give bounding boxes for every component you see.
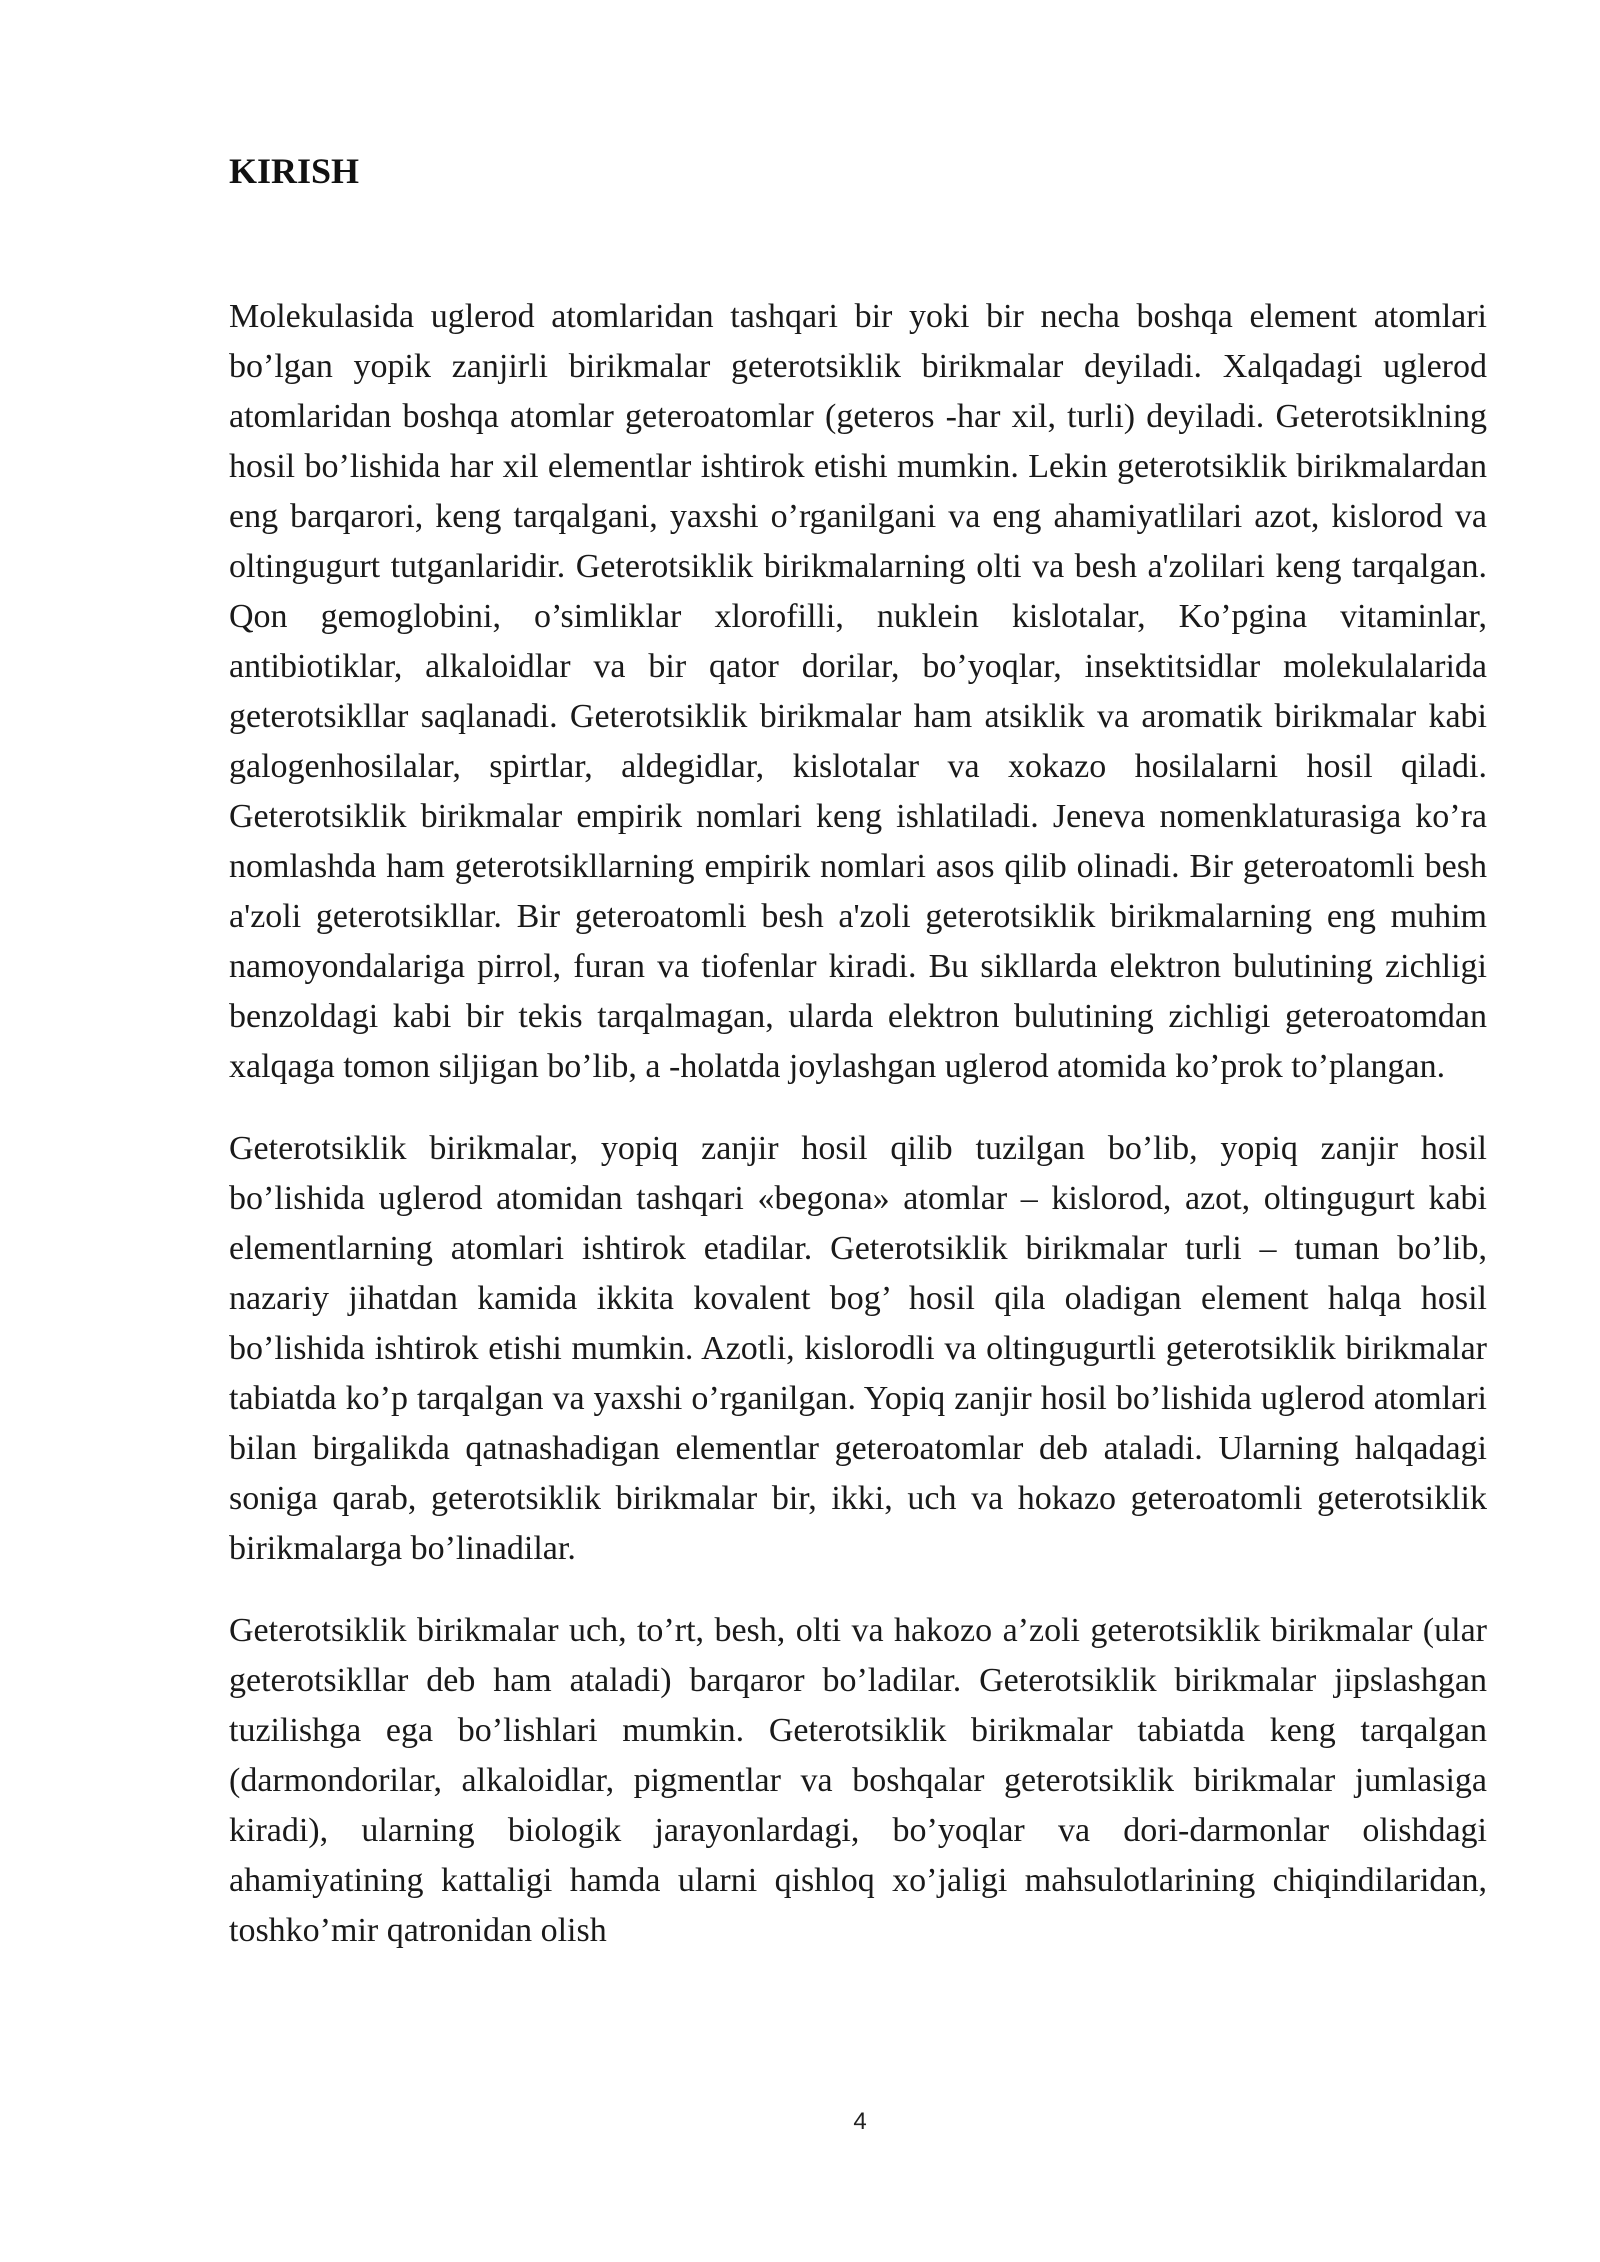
page-number: 4 [853, 2108, 867, 2135]
paragraph-1: Molekulasida uglerod atomlaridan tashqari bir yoki bir necha boshqa element atomlari bo’lgan yopik zanjirli birikmalar geterotsiklik birikmalar deyiladi. Xalqadagi uglerod atomlaridan boshqa atomlar geteroatomlar (geteros -har xil, turli) deyiladi. Geterotsiklning hosil bo’lishida har xil elementlar ishtirok etishi mumkin. Lekin geterotsiklik birikmalardan eng barqarori, keng tarqalgani, yaxshi o’rganilgani va eng ahamiyatlilari azot, kislorod va oltingugurt tutganlaridir. Geterotsiklik birikmalarning olti va besh a'zolilari keng tarqalgan. Qon gemoglobini, o’simliklar xlorofilli, nuklein kislotalar, Ko’pgina vitaminlar, antibiotiklar, alkaloidlar va bir qator dorilar, bo’yoqlar, insektitsidlar molekulalarida geterotsikllar saqlanadi. Geterotsiklik birikmalar ham atsiklik va aromatik birikmalar kabi galogenhosilalar, spirtlar, aldegidlar, kislotalar va xokazo hosilalarni hosil qiladi. Geterotsiklik birikmalar empirik nomlari keng ishlatiladi. Jeneva nomenklaturasiga ko’ra nomlashda ham geterotsikllarning empirik nomlari asos qilib olinadi. Bir geteroatomli besh a'zoli geterotsikllar. Bir geteroatomli besh a'zoli geterotsiklik birikmalarning eng muhim namoyondalariga pirrol, furan va tiofenlar kiradi. Bu sikllarda elektron bulutining zichligi benzoldagi kabi bir tekis tarqalmagan, ularda elektron bulutining zichligi geteroatomdan xalqaga tomon siljigan bo’lib, a -holatda joylashgan uglerod atomida ko’prok to’plangan. [229, 298, 1487, 1085]
paragraph-3: Geterotsiklik birikmalar uch, to’rt, besh, olti va hakozo a’zoli geterotsiklik birikmalar (ular geterotsikllar deb ham ataladi) barqaror bo’ladilar. Geterotsiklik birikmalar jipslashgan tuzilishga ega bo’lishlari mumkin. Geterotsiklik birikmalar tabiatda keng tarqalgan (darmondorilar, alkaloidlar, pigmentlar va boshqalar geterotsiklik birikmalar jumlasiga kiradi), ularning biologik jarayonlardagi, bo’yoqlar va dori-darmonlar olishdagi ahamiyatining kattaligi hamda ularni qishloq xo’jaligi mahsulotlarining chiqindilaridan, toshko’mir qatronidan olish [229, 1612, 1487, 1949]
body-text [229, 292, 1487, 1988]
paragraph-2: Geterotsiklik birikmalar, yopiq zanjir hosil qilib tuzilgan bo’lib, yopiq zanjir hosil bo’lishida uglerod atomidan tashqari «begona» atomlar – kislorod, azot, oltingugurt kabi elementlarning atomlari ishtirok etadilar. Geterotsiklik birikmalar turli – tuman bo’lib, nazariy jihatdan kamida ikkita kovalent bog’ hosil qila oladigan element halqa hosil bo’lishida ishtirok etishi mumkin. Azotli, kislorodli va oltingugurtli geterotsiklik birikmalar tabiatda ko’p tarqalgan va yaxshi o’rganilgan. Yopiq zanjir hosil bo’lishida uglerod atomlari bilan birgalikda qatnashadigan elementlar geteroatomlar deb ataladi. Ularning halqadagi soniga qarab, geterotsiklik birikmalar bir, ikki, uch va hokazo geteroatomli geterotsiklik birikmalarga bo’linadilar. [229, 1130, 1487, 1567]
section-heading: KIRISH [229, 151, 360, 191]
